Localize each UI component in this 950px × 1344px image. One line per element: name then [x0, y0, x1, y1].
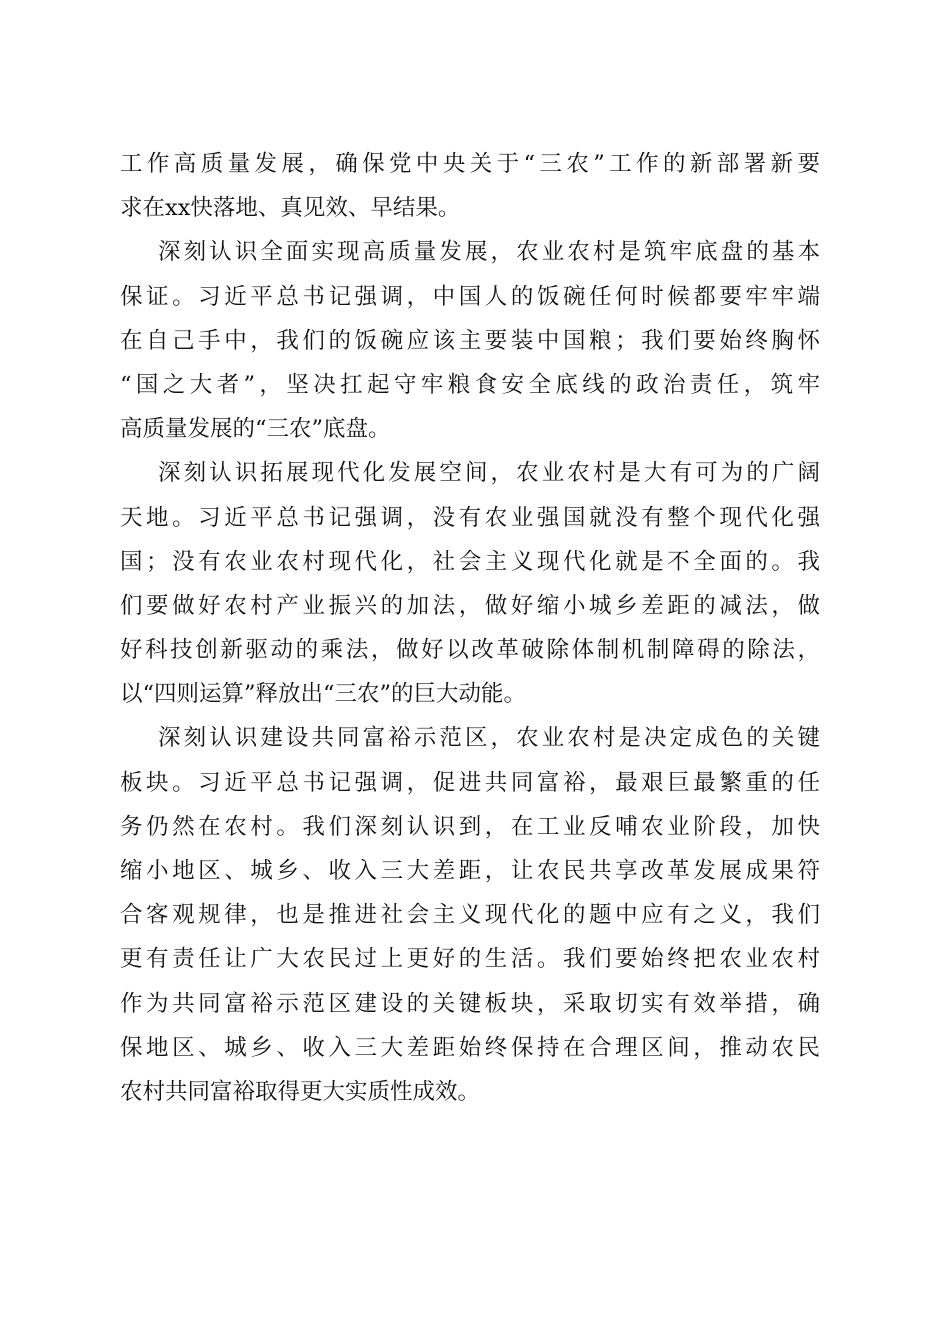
- text-line: 作为共同富裕示范区建设的关键板块，采取切实有效举措，确: [120, 990, 820, 1017]
- text-line: 天地。习近平总书记强调，没有农业强国就没有整个现代化强: [120, 504, 820, 531]
- text-line: 工作高质量发展，确保党中央关于“三农”工作的新部署新要: [120, 151, 820, 177]
- paragraph-4: [120, 716, 820, 1114]
- text-line: 合客观规律，也是推进社会主义现代化的题中应有之义，我们: [120, 902, 820, 929]
- text-line: 缩小地区、城乡、收入三大差距，让农民共享改革发展成果符: [120, 858, 820, 884]
- text-line: 深刻认识全面实现高质量发展，农业农村是筑牢底盘的基本: [158, 239, 820, 266]
- paragraph-2: [120, 230, 820, 451]
- paragraph-1: [120, 142, 820, 230]
- text-line: 在自己手中，我们的饭碗应该主要装中国粮；我们要始终胸怀: [120, 327, 820, 354]
- text-line: 国；没有农业农村现代化，社会主义现代化就是不全面的。我: [120, 548, 820, 575]
- text-line: 务仍然在农村。我们深刻认识到，在工业反哺农业阶段，加快: [120, 813, 820, 840]
- text-line: 好科技创新驱动的乘法，做好以改革破除体制机制障碍的除法，: [120, 637, 820, 664]
- text-line: 保地区、城乡、收入三大差距始终保持在合理区间，推动农民: [120, 1034, 820, 1061]
- text-line: 农村共同富裕取得更大实质性成效。: [120, 1078, 481, 1105]
- text-line: 深刻认识拓展现代化发展空间，农业农村是大有可为的广阔: [158, 460, 820, 487]
- paragraph-3: [120, 451, 820, 716]
- text-line: 保证。习近平总书记强调，中国人的饭碗任何时候都要牢牢端: [120, 283, 820, 310]
- text-line: 更有责任让广大农民过上更好的生活。我们要始终把农业农村: [120, 946, 820, 973]
- text-line: 板块。习近平总书记强调，促进共同富裕，最艰巨最繁重的任: [120, 769, 820, 796]
- text-line: 高质量发展的“三农”底盘。: [120, 416, 391, 443]
- text-line: 深刻认识建设共同富裕示范区，农业农村是决定成色的关键: [158, 725, 820, 752]
- document-body: [120, 142, 820, 1114]
- text-line: 求在xx快落地、真见效、早结果。: [120, 195, 461, 222]
- text-line: 以“四则运算”释放出“三农”的巨大动能。: [120, 681, 527, 708]
- text-line: 们要做好农村产业振兴的加法，做好缩小城乡差距的减法，做: [120, 592, 820, 619]
- text-line: “国之大者”，坚决扛起守牢粮食安全底线的政治责任，筑牢: [120, 371, 820, 398]
